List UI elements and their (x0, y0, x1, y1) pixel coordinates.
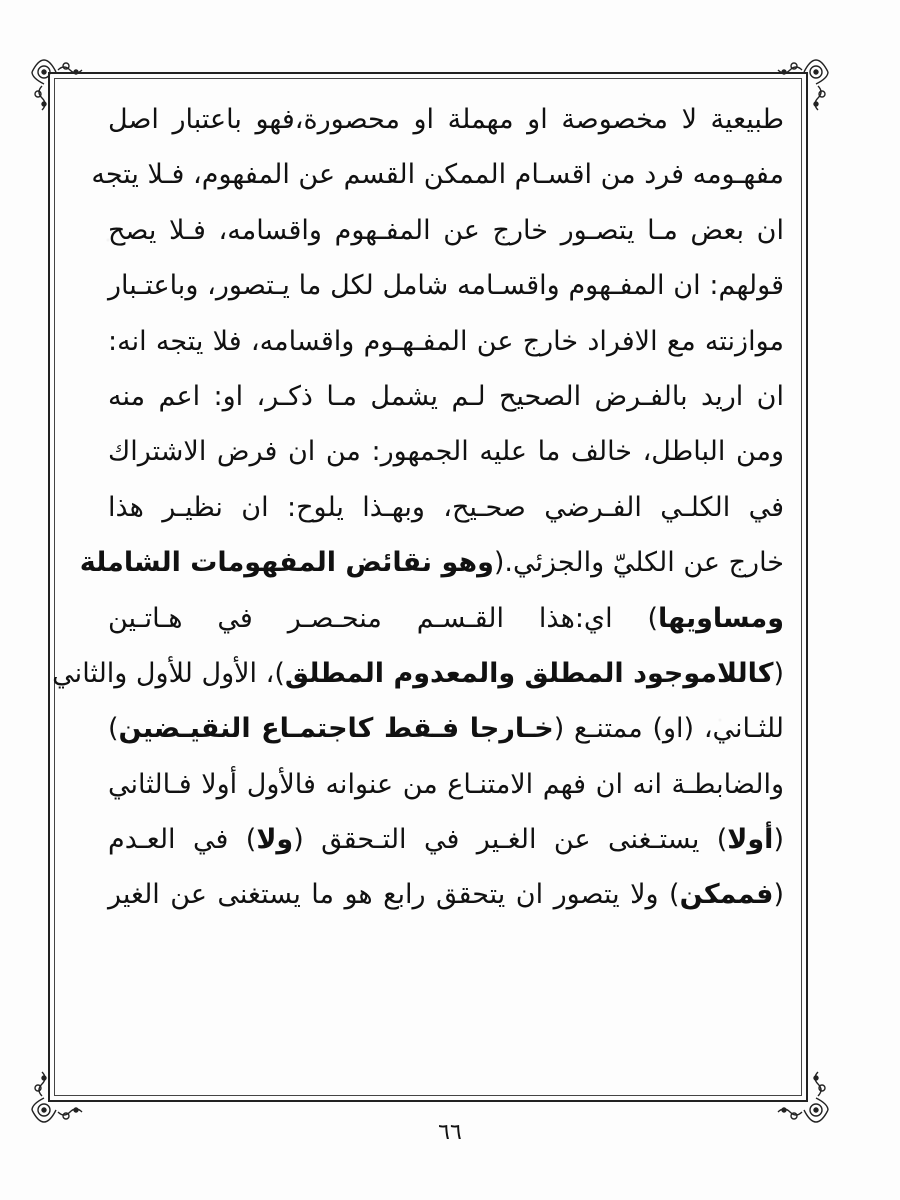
text-segment: ان اريد بالفـرض الصحيح لـم يشمل مـا ذكـر، او: اعم منه (108, 380, 784, 412)
text-segment: موازنته مع الافراد خارج عن المفـهـوم واقسامه، فلا يتجه انه: (108, 325, 784, 357)
text-line (108, 757, 784, 812)
bold-text-segment: ولا (256, 824, 294, 856)
text-line (108, 701, 784, 756)
text-segment: للثـاني، (او) ممتنـع ( (553, 713, 784, 745)
text-segment: ( (773, 657, 784, 689)
text-line (91, 147, 784, 202)
text-segment: طبيعية لا مخصوصة او مهملة او محصورة،فهو باعتبار اصل (108, 104, 784, 135)
bold-text-segment: خـارجا فـقط كاجتمـاع النقيـضين (118, 713, 554, 745)
text-line (108, 203, 784, 258)
text-segment: ان بعض مـا يتصـور خارج عن المفـهوم واقسامه، فـلا يصح (108, 214, 784, 246)
text-segment: ( (773, 879, 784, 911)
text-line (108, 812, 784, 867)
bold-text-segment: ومساويها (658, 602, 784, 634)
text-segment: )، الأول للأول والثاني (52, 657, 285, 689)
bold-text-segment: كاللاموجود المطلق والمعدوم المطلق (284, 657, 774, 689)
text-segment: ) (108, 713, 119, 745)
text-segment: ( (773, 824, 784, 856)
page-number: ٦٦ (438, 1120, 462, 1145)
text-line (108, 92, 784, 147)
floral-ornament-icon (24, 1060, 94, 1130)
text-line (108, 867, 784, 922)
text-line (108, 258, 784, 313)
text-line (108, 591, 784, 646)
floral-ornament-icon (24, 52, 94, 122)
text-line (108, 480, 784, 535)
text-segment: ) اي:هذا القـسـم منحـصـر في هـاتـين (108, 602, 658, 634)
text-segment: مفهـومه فرد من اقسـام الممكن القسم عن المفهوم، فـلا يتجه (91, 159, 784, 191)
text-segment: في الكلـي الفـرضي صحـيح، وبهـذا يلوح: ان نظيـر هذا (108, 491, 784, 523)
bold-text-segment: فممكن (679, 879, 774, 911)
bold-text-segment: أولا (727, 824, 774, 856)
text-segment: قولهم: ان المفـهوم واقسـامه شامل لكل ما يـتصور، وباعتـبار (108, 270, 784, 302)
text-segment: ) ولا يتصور ان يتحقق رابع هو ما يستغنى عن الغير (108, 879, 680, 911)
text-segment: ) يستـغنى عن الغـير في التـحقق ( (293, 824, 728, 856)
text-segment: ومن الباطل، خالف ما عليه الجمهور: من ان فرض الاشتراك (108, 436, 784, 468)
floral-ornament-icon (766, 1060, 836, 1130)
text-line (52, 646, 784, 701)
text-segment: ) في العـدم (108, 824, 257, 856)
bold-text-segment: وهو نقائض المفهومات الشاملة (79, 547, 494, 579)
text-line (108, 424, 784, 479)
text-line (108, 369, 784, 424)
text-segment: خارج عن الكليّ والجزئي.( (493, 547, 784, 579)
text-line (79, 535, 784, 590)
text-segment: والضابطـة انه ان فهم الامتنـاع من عنوانه فالأول أولا فـالثاني (108, 768, 784, 800)
body-text (52, 92, 784, 923)
text-line (108, 314, 784, 369)
